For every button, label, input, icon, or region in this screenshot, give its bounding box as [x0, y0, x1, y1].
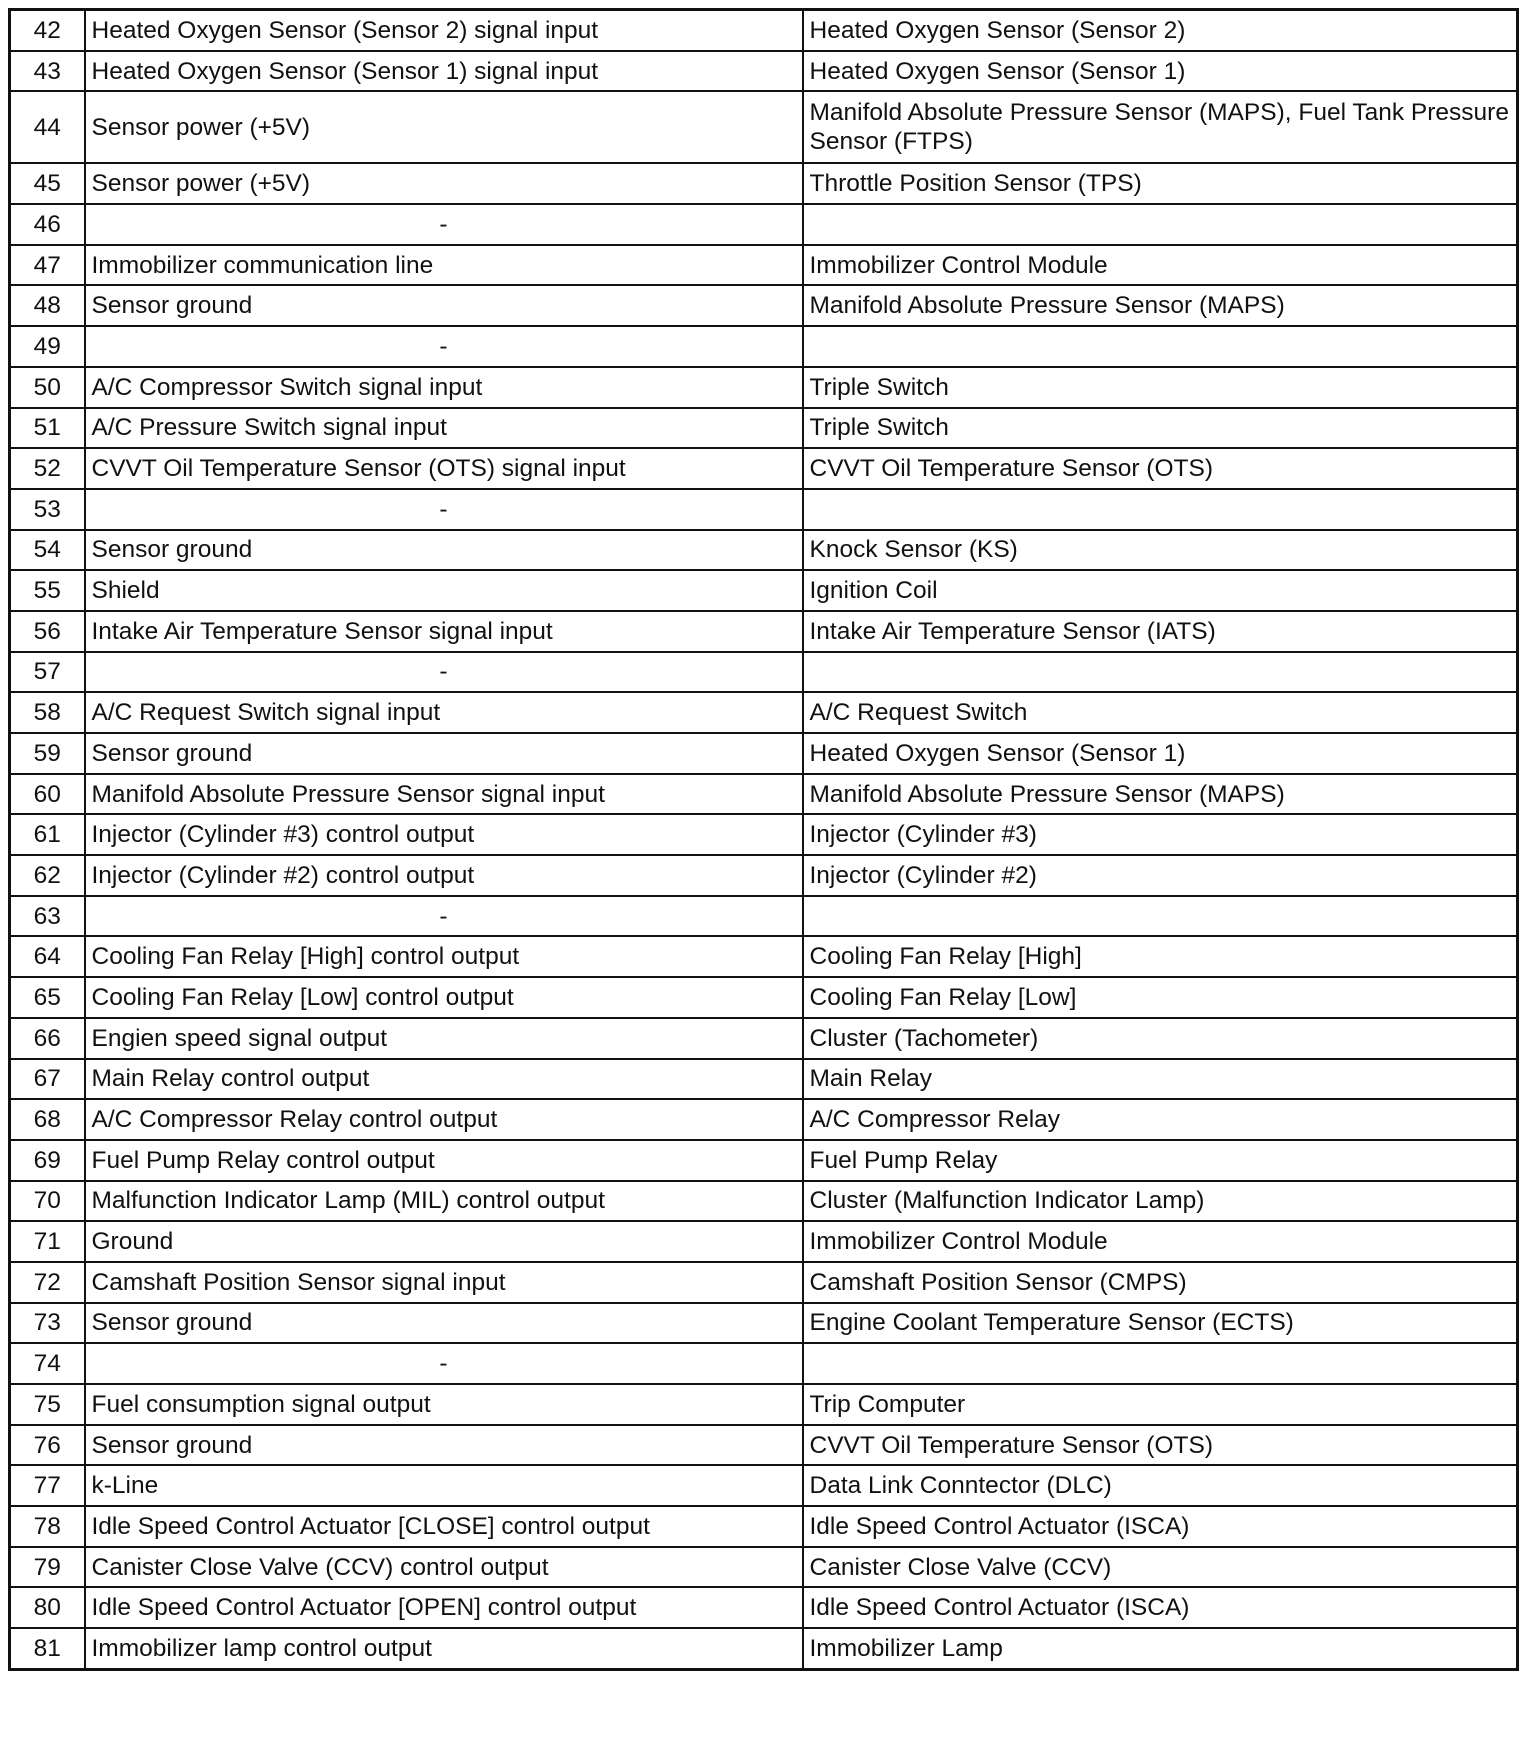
table-row — [10, 1181, 1518, 1222]
table-row — [10, 51, 1518, 92]
pin-description-cell: A/C Request Switch signal input — [85, 692, 803, 733]
pin-description-cell: Ground — [85, 1221, 803, 1262]
table-row — [10, 733, 1518, 774]
connected-component-cell: CVVT Oil Temperature Sensor (OTS) — [803, 448, 1518, 489]
table-row — [10, 1343, 1518, 1384]
pin-number-cell: 47 — [10, 245, 85, 286]
pin-table-body — [10, 10, 1518, 1670]
table-row — [10, 896, 1518, 937]
pin-description-cell: Immobilizer communication line — [85, 245, 803, 286]
pin-number-cell: 72 — [10, 1262, 85, 1303]
pin-number-cell: 45 — [10, 163, 85, 204]
pin-description-cell: Injector (Cylinder #3) control output — [85, 814, 803, 855]
table-row — [10, 936, 1518, 977]
pin-description-cell: - — [85, 326, 803, 367]
pin-description-cell: A/C Compressor Relay control output — [85, 1099, 803, 1140]
pin-number-cell: 73 — [10, 1303, 85, 1344]
pin-number-cell: 55 — [10, 570, 85, 611]
table-row — [10, 163, 1518, 204]
connected-component-cell: Intake Air Temperature Sensor (IATS) — [803, 611, 1518, 652]
pin-number-cell: 63 — [10, 896, 85, 937]
connected-component-cell: Idle Speed Control Actuator (ISCA) — [803, 1587, 1518, 1628]
connected-component-cell: Manifold Absolute Pressure Sensor (MAPS), Fuel Tank Pressure Sensor (FTPS) — [803, 91, 1518, 163]
pin-description-cell: Fuel Pump Relay control output — [85, 1140, 803, 1181]
pin-description-cell: Fuel consumption signal output — [85, 1384, 803, 1425]
pin-description-cell: - — [85, 204, 803, 245]
table-row — [10, 530, 1518, 571]
connected-component-cell: CVVT Oil Temperature Sensor (OTS) — [803, 1425, 1518, 1466]
pin-number-cell: 61 — [10, 814, 85, 855]
connected-component-cell: Cooling Fan Relay [Low] — [803, 977, 1518, 1018]
pin-number-cell: 67 — [10, 1059, 85, 1100]
pin-function-table — [8, 8, 1519, 1671]
connected-component-cell: Triple Switch — [803, 408, 1518, 449]
pin-number-cell: 57 — [10, 652, 85, 693]
connected-component-cell: Triple Switch — [803, 367, 1518, 408]
connected-component-cell: Knock Sensor (KS) — [803, 530, 1518, 571]
connected-component-cell: Throttle Position Sensor (TPS) — [803, 163, 1518, 204]
connected-component-cell: Trip Computer — [803, 1384, 1518, 1425]
connected-component-cell: A/C Request Switch — [803, 692, 1518, 733]
connected-component-cell: Heated Oxygen Sensor (Sensor 1) — [803, 51, 1518, 92]
pin-description-cell: Idle Speed Control Actuator [CLOSE] control output — [85, 1506, 803, 1547]
pin-number-cell: 49 — [10, 326, 85, 367]
connected-component-cell: Cluster (Malfunction Indicator Lamp) — [803, 1181, 1518, 1222]
pin-description-cell: - — [85, 1343, 803, 1384]
connected-component-cell: Immobilizer Control Module — [803, 1221, 1518, 1262]
pin-description-cell: Sensor power (+5V) — [85, 91, 803, 163]
connected-component-cell — [803, 489, 1518, 530]
pin-number-cell: 53 — [10, 489, 85, 530]
pin-description-cell: CVVT Oil Temperature Sensor (OTS) signal input — [85, 448, 803, 489]
pin-number-cell: 81 — [10, 1628, 85, 1669]
table-row — [10, 448, 1518, 489]
connected-component-cell: Immobilizer Lamp — [803, 1628, 1518, 1669]
pin-number-cell: 46 — [10, 204, 85, 245]
table-row — [10, 1425, 1518, 1466]
pin-description-cell: A/C Pressure Switch signal input — [85, 408, 803, 449]
connected-component-cell — [803, 1343, 1518, 1384]
pin-number-cell: 65 — [10, 977, 85, 1018]
table-row — [10, 1587, 1518, 1628]
pin-number-cell: 54 — [10, 530, 85, 571]
pin-number-cell: 74 — [10, 1343, 85, 1384]
pin-number-cell: 80 — [10, 1587, 85, 1628]
table-row — [10, 855, 1518, 896]
pin-description-cell: Intake Air Temperature Sensor signal input — [85, 611, 803, 652]
table-row — [10, 1547, 1518, 1588]
table-row — [10, 1262, 1518, 1303]
pin-description-cell: Engien speed signal output — [85, 1018, 803, 1059]
pin-number-cell: 43 — [10, 51, 85, 92]
connected-component-cell — [803, 204, 1518, 245]
pin-number-cell: 56 — [10, 611, 85, 652]
table-row — [10, 1628, 1518, 1669]
connected-component-cell: Data Link Conntector (DLC) — [803, 1465, 1518, 1506]
pin-description-cell: Heated Oxygen Sensor (Sensor 1) signal input — [85, 51, 803, 92]
pin-number-cell: 60 — [10, 774, 85, 815]
pin-description-cell: k-Line — [85, 1465, 803, 1506]
table-row — [10, 814, 1518, 855]
table-row — [10, 285, 1518, 326]
pin-number-cell: 79 — [10, 1547, 85, 1588]
table-row — [10, 1465, 1518, 1506]
pin-number-cell: 44 — [10, 91, 85, 163]
pin-description-cell: - — [85, 489, 803, 530]
pin-number-cell: 50 — [10, 367, 85, 408]
connected-component-cell: Fuel Pump Relay — [803, 1140, 1518, 1181]
pin-description-cell: Malfunction Indicator Lamp (MIL) control output — [85, 1181, 803, 1222]
table-row — [10, 326, 1518, 367]
pin-description-cell: - — [85, 896, 803, 937]
table-row — [10, 367, 1518, 408]
connected-component-cell — [803, 326, 1518, 367]
pin-description-cell: Sensor ground — [85, 1425, 803, 1466]
connected-component-cell: Engine Coolant Temperature Sensor (ECTS) — [803, 1303, 1518, 1344]
pin-description-cell: Sensor ground — [85, 530, 803, 571]
table-row — [10, 91, 1518, 163]
pin-number-cell: 76 — [10, 1425, 85, 1466]
pin-description-cell: Heated Oxygen Sensor (Sensor 2) signal input — [85, 10, 803, 51]
table-row — [10, 1018, 1518, 1059]
pin-description-cell: Sensor ground — [85, 285, 803, 326]
pin-description-cell: Cooling Fan Relay [Low] control output — [85, 977, 803, 1018]
connected-component-cell: Idle Speed Control Actuator (ISCA) — [803, 1506, 1518, 1547]
table-row — [10, 1099, 1518, 1140]
table-row — [10, 1506, 1518, 1547]
pin-number-cell: 52 — [10, 448, 85, 489]
pin-number-cell: 59 — [10, 733, 85, 774]
connected-component-cell: Injector (Cylinder #2) — [803, 855, 1518, 896]
pin-number-cell: 69 — [10, 1140, 85, 1181]
pin-number-cell: 70 — [10, 1181, 85, 1222]
pin-number-cell: 68 — [10, 1099, 85, 1140]
table-row — [10, 1140, 1518, 1181]
table-row — [10, 652, 1518, 693]
table-row — [10, 774, 1518, 815]
connected-component-cell: Heated Oxygen Sensor (Sensor 2) — [803, 10, 1518, 51]
connected-component-cell: Heated Oxygen Sensor (Sensor 1) — [803, 733, 1518, 774]
table-row — [10, 1221, 1518, 1262]
table-row — [10, 1303, 1518, 1344]
pin-description-cell: Sensor ground — [85, 733, 803, 774]
table-row — [10, 977, 1518, 1018]
connected-component-cell: Canister Close Valve (CCV) — [803, 1547, 1518, 1588]
pin-number-cell: 58 — [10, 692, 85, 733]
pin-description-cell: Immobilizer lamp control output — [85, 1628, 803, 1669]
table-row — [10, 1059, 1518, 1100]
pin-description-cell: A/C Compressor Switch signal input — [85, 367, 803, 408]
connected-component-cell: A/C Compressor Relay — [803, 1099, 1518, 1140]
table-row — [10, 1384, 1518, 1425]
pin-description-cell: Canister Close Valve (CCV) control output — [85, 1547, 803, 1588]
connected-component-cell: Manifold Absolute Pressure Sensor (MAPS) — [803, 285, 1518, 326]
pin-number-cell: 77 — [10, 1465, 85, 1506]
pin-number-cell: 42 — [10, 10, 85, 51]
connected-component-cell — [803, 896, 1518, 937]
connected-component-cell: Camshaft Position Sensor (CMPS) — [803, 1262, 1518, 1303]
pin-number-cell: 75 — [10, 1384, 85, 1425]
connected-component-cell: Main Relay — [803, 1059, 1518, 1100]
connected-component-cell: Injector (Cylinder #3) — [803, 814, 1518, 855]
connected-component-cell — [803, 652, 1518, 693]
connected-component-cell: Cooling Fan Relay [High] — [803, 936, 1518, 977]
pin-number-cell: 66 — [10, 1018, 85, 1059]
table-row — [10, 204, 1518, 245]
table-row — [10, 10, 1518, 51]
pin-number-cell: 78 — [10, 1506, 85, 1547]
table-row — [10, 692, 1518, 733]
table-row — [10, 245, 1518, 286]
pin-description-cell: Cooling Fan Relay [High] control output — [85, 936, 803, 977]
pin-description-cell: Sensor power (+5V) — [85, 163, 803, 204]
pin-description-cell: Injector (Cylinder #2) control output — [85, 855, 803, 896]
pin-description-cell: - — [85, 652, 803, 693]
connected-component-cell: Cluster (Tachometer) — [803, 1018, 1518, 1059]
table-row — [10, 408, 1518, 449]
connected-component-cell: Manifold Absolute Pressure Sensor (MAPS) — [803, 774, 1518, 815]
pin-number-cell: 48 — [10, 285, 85, 326]
pin-description-cell: Shield — [85, 570, 803, 611]
pin-description-cell: Main Relay control output — [85, 1059, 803, 1100]
pin-number-cell: 51 — [10, 408, 85, 449]
pin-number-cell: 71 — [10, 1221, 85, 1262]
table-row — [10, 611, 1518, 652]
table-row — [10, 489, 1518, 530]
pin-description-cell: Sensor ground — [85, 1303, 803, 1344]
pin-number-cell: 64 — [10, 936, 85, 977]
connected-component-cell: Ignition Coil — [803, 570, 1518, 611]
table-row — [10, 570, 1518, 611]
pin-description-cell: Idle Speed Control Actuator [OPEN] control output — [85, 1587, 803, 1628]
connected-component-cell: Immobilizer Control Module — [803, 245, 1518, 286]
pin-description-cell: Manifold Absolute Pressure Sensor signal input — [85, 774, 803, 815]
pin-number-cell: 62 — [10, 855, 85, 896]
pin-description-cell: Camshaft Position Sensor signal input — [85, 1262, 803, 1303]
